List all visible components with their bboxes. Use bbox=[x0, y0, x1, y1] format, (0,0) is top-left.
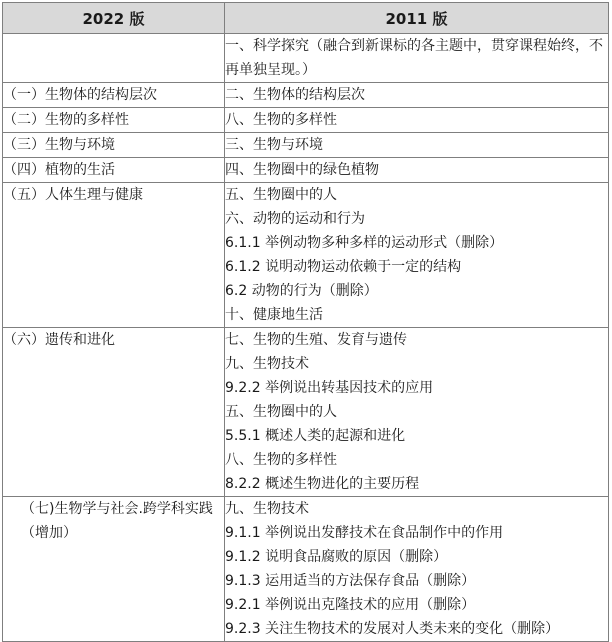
header-2011: 2011 版 bbox=[225, 3, 609, 34]
row-2022-cell: （四）植物的生活 bbox=[3, 158, 225, 183]
row-2011-line: 六、动物的运动和行为 bbox=[225, 211, 365, 227]
table-row bbox=[3, 328, 609, 497]
row-2011-cell bbox=[225, 497, 609, 642]
row-2011-line: 9.2.2 举例说出转基因技术的应用 bbox=[225, 380, 434, 396]
row-2011-line: 5.5.1 概述人类的起源和进化 bbox=[225, 428, 406, 444]
row-2011-line: 九、生物技术 bbox=[225, 356, 309, 372]
row-2011-line: 三、生物与环境 bbox=[225, 137, 323, 153]
row-2011-line: 6.2 动物的行为（删除） bbox=[225, 283, 378, 299]
row-2011-cell bbox=[225, 133, 609, 158]
row-2011-line: 8.2.2 概述生物进化的主要历程 bbox=[225, 476, 420, 492]
row-2011-line: 四、生物圈中的绿色植物 bbox=[225, 162, 379, 178]
row-2022-cell: （二）生物的多样性 bbox=[3, 108, 225, 133]
row-2011-line: 9.1.3 运用适当的方法保存食品（删除） bbox=[225, 573, 476, 589]
row-2011-cell bbox=[225, 328, 609, 497]
row-2011-line: 十、健康地生活 bbox=[225, 307, 323, 323]
row-2011-line: 6.1.2 说明动物运动依赖于一定的结构 bbox=[225, 259, 462, 275]
row-2011-cell bbox=[225, 34, 609, 83]
row-2011-line: 八、生物的多样性 bbox=[225, 112, 337, 128]
row-2011-line: 九、生物技术 bbox=[225, 501, 309, 517]
row-2022-cell: （六）遗传和进化 bbox=[3, 328, 225, 497]
table-row bbox=[3, 158, 609, 183]
header-2022: 2022 版 bbox=[3, 3, 225, 34]
table-row bbox=[3, 83, 609, 108]
header-row bbox=[3, 3, 609, 34]
row-2022-cell: （三）生物与环境 bbox=[3, 133, 225, 158]
row-2011-cell bbox=[225, 83, 609, 108]
row-2011-line: 八、生物的多样性 bbox=[225, 452, 337, 468]
row-2011-cell bbox=[225, 158, 609, 183]
table-row bbox=[3, 497, 609, 642]
table-row bbox=[3, 183, 609, 328]
row-2011-cell bbox=[225, 108, 609, 133]
comparison-table bbox=[2, 2, 609, 642]
row-2011-line: 五、生物圈中的人 bbox=[225, 404, 337, 420]
row-2011-line: 七、生物的生殖、发育与遗传 bbox=[225, 332, 407, 348]
row-2011-line: 9.2.1 举例说出克隆技术的应用（删除） bbox=[225, 597, 476, 613]
table-row bbox=[3, 108, 609, 133]
row-2011-line: 一、科学探究（融合到新课标的各主题中，贯穿课程始终，不再单独呈现。） bbox=[225, 38, 603, 78]
row-2011-cell bbox=[225, 183, 609, 328]
row-2011-line: 9.2.3 关注生物技术的发展对人类未来的变化（删除） bbox=[225, 621, 560, 637]
row-2011-line: 9.1.2 说明食品腐败的原因（删除） bbox=[225, 549, 448, 565]
table-row bbox=[3, 34, 609, 83]
row-2022-cell: （五）人体生理与健康 bbox=[3, 183, 225, 328]
row-2022-cell bbox=[3, 34, 225, 83]
row-2011-line: 五、生物圈中的人 bbox=[225, 187, 337, 203]
row-2022-cell: （一）生物体的结构层次 bbox=[3, 83, 225, 108]
row-2022-cell: （七)生物学与社会.跨学科实践（增加） bbox=[3, 497, 225, 642]
row-2011-line: 6.1.1 举例动物多种多样的运动形式（删除） bbox=[225, 235, 504, 251]
row-2011-line: 9.1.1 举例说出发酵技术在食品制作中的作用 bbox=[225, 525, 504, 541]
table-row bbox=[3, 133, 609, 158]
row-2011-line: 二、生物体的结构层次 bbox=[225, 87, 365, 103]
